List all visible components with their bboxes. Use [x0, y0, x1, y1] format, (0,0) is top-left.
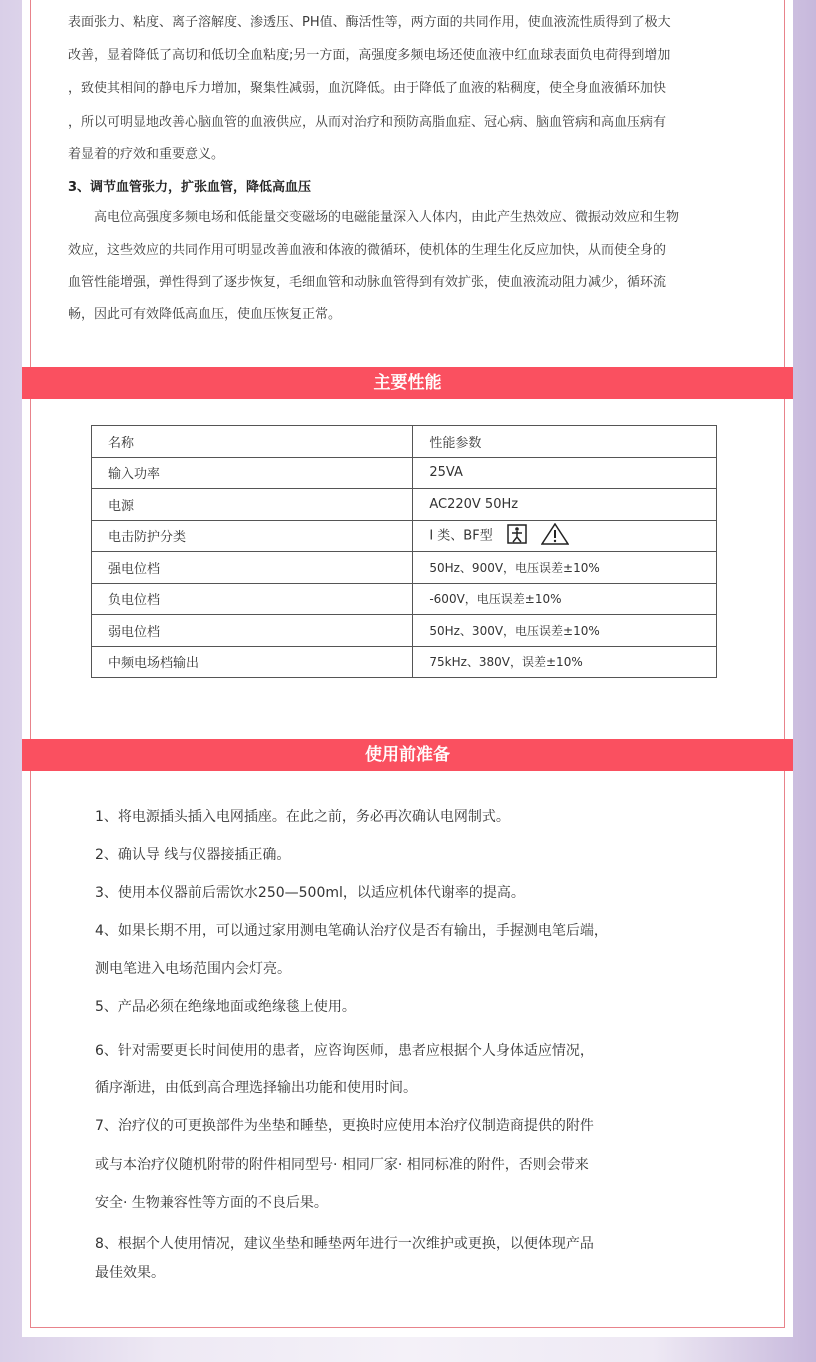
table-row [92, 552, 717, 584]
table-cell-name: 输入功率 [92, 457, 413, 489]
table-header-row [92, 426, 717, 458]
spec-table [91, 425, 717, 678]
intro-line: 表面张力、粘度、离子溶解度、渗透压、PH值、酶活性等，两方面的共同作用，使血液流性质得到了极大 [68, 15, 671, 30]
intro-line: 着显着的疗效和重要意义。 [68, 147, 225, 162]
table-row [92, 489, 717, 521]
section3-line: 血管性能增强，弹性得到了逐步恢复，毛细血管和动脉血管得到有效扩张，使血液流动阻力减少，循环流 [68, 275, 667, 290]
table-cell-name: 强电位档 [92, 552, 413, 584]
section3-line: 高电位高强度多频电场和低能量交变磁场的电磁能量深入人体内，由此产生热效应、微振动效应和生物 [68, 210, 680, 225]
table-row [92, 520, 717, 552]
intro-line: ，所以可明显地改善心脑血管的血液供应，从而对治疗和预防高脂血症、冠心病、脑血管病和高血压病有 [68, 115, 667, 130]
prep-item: 3、使用本仪器前后需饮水250—500ml，以适应机体代谢率的提高。 [95, 885, 525, 901]
prep-item: 安全· 生物兼容性等方面的不良后果。 [95, 1195, 328, 1211]
table-cell-name: 电击防护分类 [92, 520, 413, 552]
table-row [92, 615, 717, 647]
section3-line: 效应，这些效应的共同作用可明显改善血液和体液的微循环，使机体的生理生化反应加快，从而使全身的 [68, 243, 667, 258]
table-cell-name: 电源 [92, 489, 413, 521]
table-cell-value: 75kHz、380V，误差±10% [413, 646, 717, 678]
prep-item: 6、针对需要更长时间使用的患者，应咨询医师，患者应根据个人身体适应情况， [95, 1043, 594, 1059]
table-header-cell: 名称 [92, 426, 413, 458]
prep-item: 5、产品必须在绝缘地面或绝缘毯上使用。 [95, 999, 356, 1015]
bf-type-symbol-icon [507, 524, 527, 548]
banner-main-performance: 主要性能 [22, 367, 793, 399]
table-cell-value: AC220V 50Hz [413, 489, 717, 521]
table-header-cell: 性能参数 [413, 426, 717, 458]
banner-preparation: 使用前准备 [22, 739, 793, 771]
table-cell-value [413, 520, 717, 552]
table-cell-value: -600V，电压误差±10% [413, 583, 717, 615]
prep-item: 2、确认导 线与仪器接插正确。 [95, 847, 291, 863]
prep-item: 循序渐进，由低到高合理选择输出功能和使用时间。 [95, 1080, 417, 1096]
table-cell-value: 25VA [413, 457, 717, 489]
prep-item: 或与本治疗仪随机附带的附件相同型号· 相同厂家· 相同标准的附件，否则会带来 [95, 1157, 589, 1173]
prep-item: 1、将电源插头插入电网插座。在此之前，务必再次确认电网制式。 [95, 809, 510, 825]
intro-line: ，致使其相间的静电斥力增加，聚集性减弱，血沉降低。由于降低了血液的粘稠度，使全身血液循环加快 [68, 81, 667, 96]
protection-class-text: I 类、BF型 [429, 528, 493, 544]
prep-item: 4、如果长期不用，可以通过家用测电笔确认治疗仪是否有输出，手握测电笔后端， [95, 923, 608, 939]
prep-item: 8、根据个人使用情况，建议坐垫和睡垫两年进行一次维护或更换，以便体现产品 [95, 1236, 594, 1252]
table-row [92, 583, 717, 615]
intro-line: 改善，显着降低了高切和低切全血粘度;另一方面，高强度多频电场还使血液中红血球表面负电荷得到增加 [68, 48, 671, 63]
table-cell-name: 中频电场档输出 [92, 646, 413, 678]
warning-triangle-icon [541, 523, 569, 549]
section3-line: 畅，因此可有效降低高血压，使血压恢复正常。 [68, 307, 342, 322]
section3-heading: 3、调节血管张力，扩张血管，降低高血压 [68, 180, 312, 195]
table-cell-name: 弱电位档 [92, 615, 413, 647]
prep-item: 最佳效果。 [95, 1265, 165, 1281]
table-row [92, 646, 717, 678]
prep-item: 7、治疗仪的可更换部件为坐垫和睡垫，更换时应使用本治疗仪制造商提供的附件 [95, 1118, 594, 1134]
table-cell-value: 50Hz、300V，电压误差±10% [413, 615, 717, 647]
table-row [92, 457, 717, 489]
prep-item: 测电笔进入电场范围内会灯亮。 [95, 961, 291, 977]
table-cell-value: 50Hz、900V，电压误差±10% [413, 552, 717, 584]
table-cell-name: 负电位档 [92, 583, 413, 615]
